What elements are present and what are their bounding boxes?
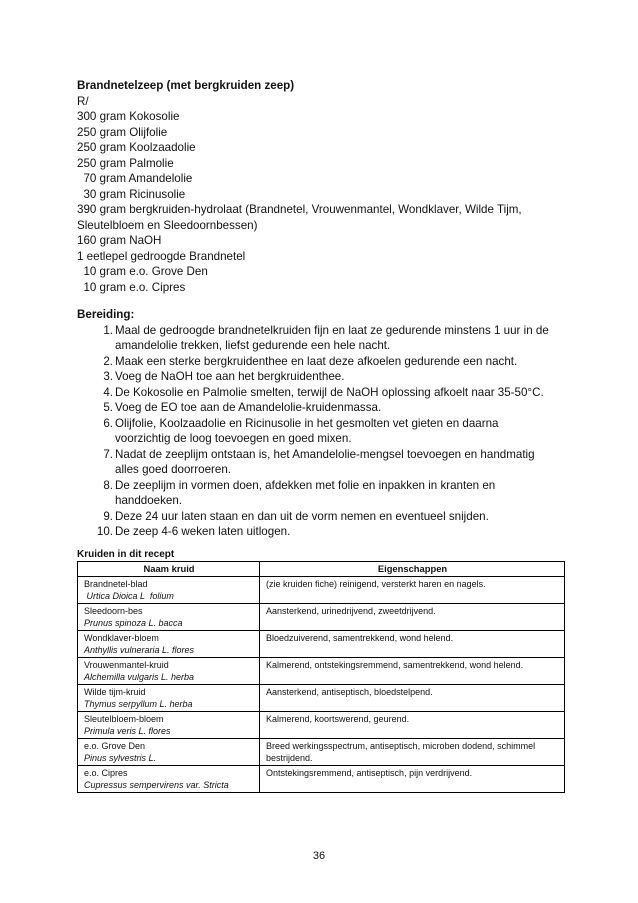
preparation-step xyxy=(103,447,567,478)
preparation-heading: Bereiding: xyxy=(77,308,135,321)
step-number: 7. xyxy=(103,447,113,461)
herb-name: Vrouwenmantel-kruid xyxy=(84,659,169,670)
herb-properties: (zie kruiden fiche) reinigend, versterkt haren en nagels. xyxy=(260,576,565,603)
herb-latin-name: Prunus spinoza L. bacca xyxy=(84,617,183,628)
step-number: 2. xyxy=(103,354,113,368)
herb-latin-name: Pinus sylvestris L. xyxy=(84,752,157,763)
table-row xyxy=(78,657,565,684)
herb-latin-name: Cupressus sempervirens var. Stricta xyxy=(84,779,229,790)
table-row xyxy=(78,576,565,603)
step-number: 9. xyxy=(103,509,113,523)
preparation-step xyxy=(103,478,567,509)
step-text: Voeg de NaOH toe aan het bergkruidenthee. xyxy=(115,370,345,383)
table-row xyxy=(78,738,565,765)
step-text: De zeeplijm in vormen doen, afdekken met folie en inpakken in kranten en xyxy=(115,478,496,492)
herb-name-cell xyxy=(78,630,260,657)
herb-name-cell xyxy=(78,765,260,792)
ingredient-line: 10 gram e.o. Grove Den xyxy=(77,265,208,278)
ingredient-line: 300 gram Kokosolie xyxy=(77,110,180,123)
herb-latin-name: Urtica Dioica L folium xyxy=(84,590,174,601)
step-text-continued: voorzichtig de loog toevoegen en goed mixen. xyxy=(115,432,352,445)
recipe-title: Brandnetelzeep (met bergkruiden zeep) xyxy=(77,79,295,92)
step-text-continued: alles goed doorroeren. xyxy=(115,463,232,476)
herb-properties: Bloedzuiverend, samentrekkend, wond helend. xyxy=(260,630,565,657)
ingredient-line: 70 gram Amandelolie xyxy=(77,172,193,185)
herb-name-cell xyxy=(78,657,260,684)
ingredient-list xyxy=(77,94,567,296)
step-number: 8. xyxy=(103,478,113,492)
ingredient-line: 390 gram bergkruiden-hydrolaat (Brandnetel, Vrouwenmantel, Wondklaver, Wilde Tijm, xyxy=(77,203,522,216)
herb-properties: Ontstekingsremmend, antiseptisch, pijn verdrijvend. xyxy=(260,765,565,792)
step-text: Deze 24 uur laten staan en dan uit de vorm nemen en eventueel snijden. xyxy=(115,509,489,523)
table-row xyxy=(78,711,565,738)
herb-name: Sleedoorn-bes xyxy=(84,605,143,616)
table-row xyxy=(78,630,565,657)
herb-name-cell xyxy=(78,684,260,711)
ingredient-line: 10 gram e.o. Cipres xyxy=(77,280,186,294)
herb-name-cell xyxy=(78,738,260,765)
herb-name-cell xyxy=(78,711,260,738)
step-number: 10. xyxy=(96,525,113,538)
ingredient-line: 250 gram Palmolie xyxy=(77,156,174,170)
ingredient-line: 1 eetlepel gedroogde Brandnetel xyxy=(77,249,246,263)
step-number: 1. xyxy=(103,323,113,337)
ingredient-line: 250 gram Olijfolie xyxy=(77,125,168,139)
herb-name: e.o. Grove Den xyxy=(84,740,146,751)
herb-latin-name: Thymus serpyllum L. herba xyxy=(84,698,193,709)
preparation-step xyxy=(103,369,567,385)
ingredient-line: 250 gram Koolzaadolie xyxy=(77,141,196,154)
herb-name-cell xyxy=(78,603,260,630)
ingredient-line: 160 gram NaOH xyxy=(77,234,162,247)
step-text: Nadat de zeeplijm ontstaan is, het Amandelolie-mengsel toevoegen en handmatig xyxy=(115,447,535,461)
step-number: 3. xyxy=(103,370,113,383)
step-text: Voeg de EO toe aan de Amandelolie-kruidenmassa. xyxy=(115,401,382,414)
preparation-step xyxy=(103,416,567,447)
preparation-step xyxy=(96,524,567,540)
preparation-step xyxy=(103,509,567,525)
herb-name: Sleutelbloem-bloem xyxy=(84,713,164,724)
page-number: 36 xyxy=(312,850,326,862)
herbs-heading: Kruiden in dit recept xyxy=(77,548,175,560)
herb-properties: Kalmerend, koortswerend, geurend. xyxy=(260,711,565,738)
herb-latin-name: Primula veris L. flores xyxy=(84,725,171,736)
table-row xyxy=(78,765,565,792)
herb-name: Wilde tijm-kruid xyxy=(84,686,146,697)
herb-latin-name: Alchemilla vulgaris L. herba xyxy=(84,671,195,682)
preparation-step xyxy=(103,354,567,370)
herb-name: e.o. Cipres xyxy=(84,767,128,778)
column-header-name: Naam kruid xyxy=(78,561,260,576)
ingredient-line: R/ xyxy=(77,94,89,108)
preparation-step xyxy=(103,385,567,401)
herb-properties: Breed werkingsspectrum, antiseptisch, microben dodend, schimmel bestrijdend. xyxy=(260,738,565,765)
herbs-table xyxy=(77,561,565,793)
ingredient-line: 30 gram Ricinusolie xyxy=(77,187,186,201)
step-text: Maak een sterke bergkruidenthee en laat deze afkoelen gedurende een nacht. xyxy=(115,354,518,368)
document-page xyxy=(77,78,567,793)
step-text: Maal de gedroogde brandnetelkruiden fijn en laat ze gedurende minstens 1 uur in de xyxy=(115,323,549,337)
herb-name-cell xyxy=(78,576,260,603)
step-text: De Kokosolie en Palmolie smelten, terwijl de NaOH oplossing afkoelt naar 35-50°C. xyxy=(115,385,544,399)
herb-name: Brandnetel-blad xyxy=(84,578,148,589)
step-number: 6. xyxy=(103,416,113,430)
step-number: 5. xyxy=(103,401,113,414)
preparation-step xyxy=(103,400,567,416)
herb-properties: Kalmerend, ontstekingsremmend, samentrekkend, wond helend. xyxy=(260,657,565,684)
preparation-steps xyxy=(77,323,567,540)
step-number: 4. xyxy=(103,385,113,399)
herb-name: Wondklaver-bloem xyxy=(84,632,159,643)
step-text: De zeep 4-6 weken laten uitlogen. xyxy=(115,525,291,538)
step-text-continued: handdoeken. xyxy=(115,494,183,507)
herb-latin-name: Anthyllis vulneraria L. flores xyxy=(84,644,195,655)
table-row xyxy=(78,684,565,711)
herb-properties: Aansterkend, urinedrijvend, zweetdrijvend. xyxy=(260,603,565,630)
preparation-step xyxy=(103,323,567,354)
step-text: Olijfolie, Koolzaadolie en Ricinusolie in het gesmolten vet gieten en daarna xyxy=(115,416,499,430)
herb-properties: Aansterkend, antiseptisch, bloedstelpend. xyxy=(260,684,565,711)
step-text-continued: amandelolie trekken, liefst gedurende een hele nacht. xyxy=(115,339,391,352)
herbs-table-header xyxy=(78,561,565,576)
column-header-properties: Eigenschappen xyxy=(260,561,565,576)
table-row xyxy=(78,603,565,630)
ingredient-line: Sleutelbloem en Sleedoornbessen) xyxy=(77,218,258,232)
